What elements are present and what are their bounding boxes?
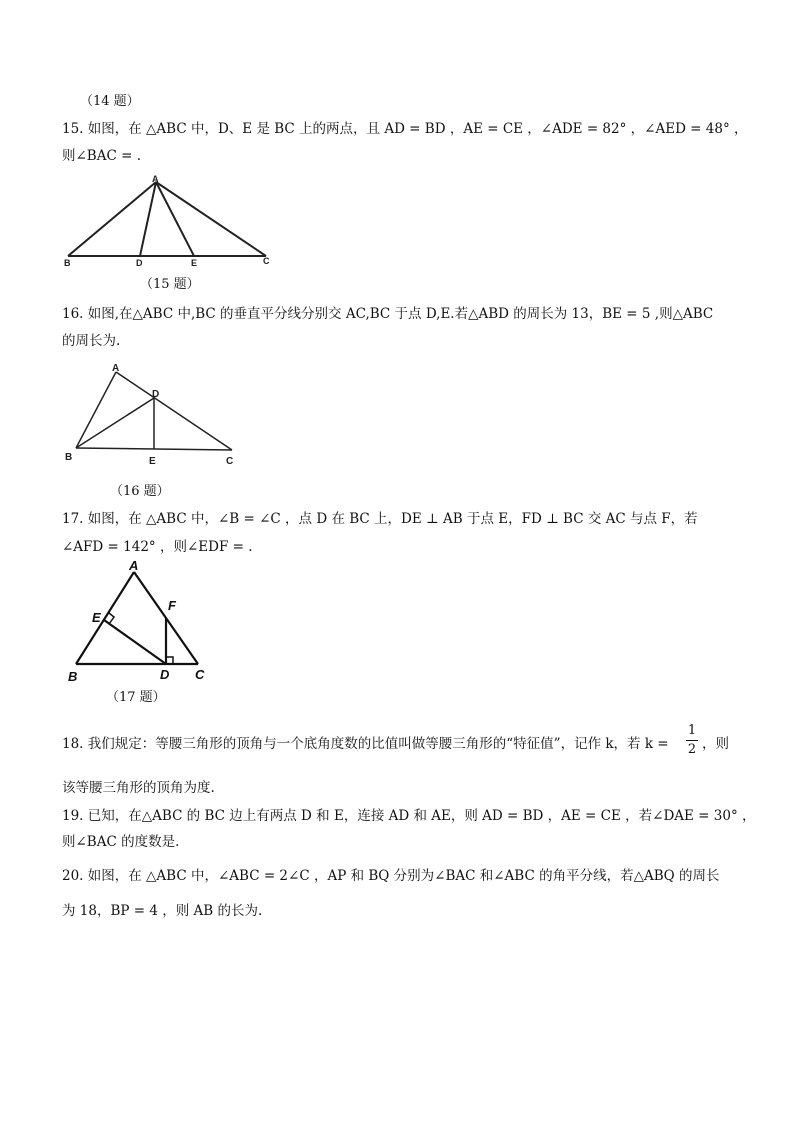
question-18-line-1 <box>62 735 669 753</box>
figure-16 <box>62 360 247 470</box>
question-17-line-1: 17. 如图，在 △ABC 中，∠B = ∠C ，点 D 在 BC 上，DE ⊥ AB 于点 E，FD ⊥ BC 交 AC 与点 F，若 <box>62 511 698 527</box>
label-b: B <box>64 258 71 268</box>
label-e: E <box>92 610 101 625</box>
question-18-line-2: 该等腰三角形的顶角为度. <box>62 780 215 796</box>
fraction-one-half <box>686 723 698 758</box>
fraction-denominator: 2 <box>687 742 697 757</box>
right-angle-mark-e <box>109 613 114 624</box>
caption-14: （14 题） <box>80 94 140 109</box>
caption-15: （15 题） <box>140 277 200 292</box>
fraction-numerator: 1 <box>687 723 697 738</box>
question-15-line-2: 则∠BAC = . <box>62 148 141 164</box>
label-d: D <box>160 667 170 682</box>
label-b: B <box>68 669 78 684</box>
label-d: D <box>136 258 143 268</box>
question-19-line-2: 则∠BAC 的度数是. <box>62 834 180 850</box>
question-16-line-1: 16. 如图,在△ABC 中,BC 的垂直平分线分别交 AC,BC 于点 D,E.若△ABD 的周长为 13，BE = 5 ,则△ABC <box>62 306 714 322</box>
segment-de <box>104 620 166 664</box>
label-e: E <box>149 456 156 467</box>
question-15-line-1: 15. 如图，在 △ABC 中，D、E 是 BC 上的两点，且 AD = BD ，AE = CE ，∠ADE = 82° ，∠AED = 48° ， <box>62 121 748 137</box>
label-f: F <box>168 598 176 613</box>
question-16-line-2: 的周长为. <box>62 333 121 349</box>
question-20-line-1: 20. 如图，在 △ABC 中，∠ABC = 2∠C ，AP 和 BQ 分别为∠BAC 和∠ABC 的角平分线，若△ABQ 的周长 <box>62 868 720 884</box>
caption-16: （16 题） <box>110 484 170 499</box>
segment-ab <box>76 572 134 664</box>
label-a: A <box>112 363 120 374</box>
segment-ac <box>156 182 266 256</box>
segment-ae <box>156 182 194 256</box>
label-c: C <box>263 256 270 266</box>
label-c: C <box>195 667 205 682</box>
caption-17: （17 题） <box>106 690 166 705</box>
label-d: D <box>152 389 160 400</box>
question-19-line-1: 19. 已知，在△ABC 的 BC 边上有两点 D 和 E，连接 AD 和 AE，则 AD = BD ，AE = CE ，若∠DAE = 30° ， <box>62 808 756 824</box>
question-20-line-2: 为 18，BP = 4 ，则 AB 的长为. <box>62 903 263 919</box>
label-e: E <box>191 258 198 268</box>
segment-bd <box>76 398 154 448</box>
segment-ab <box>76 372 116 448</box>
question-17-line-2: ∠AFD = 142° ，则∠EDF = . <box>62 539 253 555</box>
label-a: A <box>129 558 139 573</box>
figure-15 <box>60 172 275 267</box>
label-a: A <box>152 174 159 184</box>
label-b: B <box>65 452 73 463</box>
label-c: C <box>226 456 234 467</box>
question-18-text: 18. 我们规定：等腰三角形的顶角与一个底角度数的比值叫做等腰三角形的“特征值”，记作 k，若 k = <box>62 736 669 752</box>
figure-17 <box>62 560 212 685</box>
question-18-tail: ，则 <box>702 736 729 752</box>
